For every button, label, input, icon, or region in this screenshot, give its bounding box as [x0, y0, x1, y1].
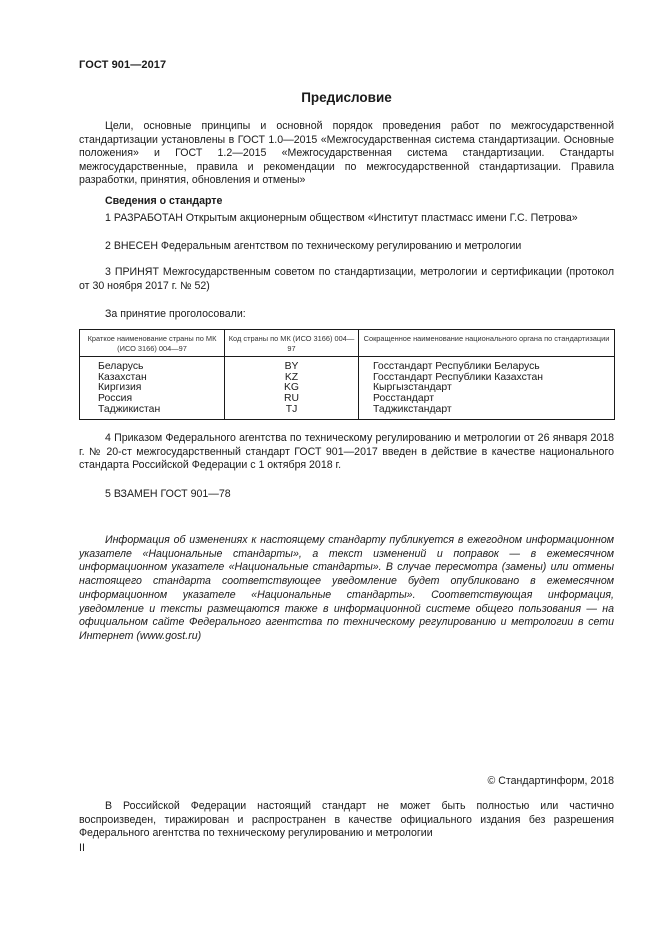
page-number: II [79, 842, 85, 854]
item-replaces: 5 ВЗАМЕН ГОСТ 901—78 [105, 488, 231, 500]
table-row [80, 357, 615, 373]
country-code: RU [225, 394, 359, 405]
country-name: Беларусь [80, 357, 225, 373]
standards-body: Таджикстандарт [359, 405, 615, 420]
column-header-body: Сокращенное наименование национального органа по стандартизации [359, 330, 615, 357]
page-title: Предисловие [301, 90, 392, 105]
country-code: TJ [225, 405, 359, 420]
item-order: 4 Приказом Федерального агентства по техническому регулированию и метрологии от 26 января 2018 г. № 20-ст межгосударственный стандарт ГОСТ 901—2017 введен в действие в качестве национального стандарта Российской Федерации с 1 октября 2018 г. [79, 432, 614, 472]
column-header-country: Краткое наименование страны по МК (ИСО 3166) 004—97 [80, 330, 225, 357]
intro-paragraph: Цели, основные принципы и основной порядок проведения работ по межгосударственной стандартизации установлены в ГОСТ 1.0—2015 «Межгосударственная система стандартизации. Основные положения» и ГОСТ 1.2—2015 «Межгосударственная система стандартизации. Стандарты межгосударственные, правила и рекомендации по межгосударственной стандартизации. Правила разработки, принятия, обновления и отмены» [79, 120, 614, 187]
country-name: Таджикистан [80, 405, 225, 420]
standards-body: Росстандарт [359, 394, 615, 405]
item-submitted: 2 ВНЕСЕН Федеральным агентством по техническому регулированию и метрологии [105, 240, 522, 252]
table-row [80, 394, 615, 405]
country-code: KZ [225, 373, 359, 384]
item-developed: 1 РАЗРАБОТАН Открытым акционерным обществом «Институт пластмасс имени Г.С. Петрова» [105, 212, 578, 224]
voting-countries-table [79, 329, 615, 420]
section-subheading: Сведения о стандарте [105, 195, 223, 207]
table-row [80, 405, 615, 420]
standard-code-header: ГОСТ 901—2017 [79, 59, 167, 71]
table-header-row [80, 330, 615, 357]
standards-body: Госстандарт Республики Беларусь [359, 357, 615, 373]
reproduction-rights: В Российской Федерации настоящий стандарт не может быть полностью или частично воспроизведен, тиражирован и распространен в качестве официального издания без разрешения Федерального агентства по техническому регулированию и метрологии [79, 800, 614, 840]
column-header-code: Код страны по МК (ИСО 3166) 004—97 [225, 330, 359, 357]
changes-notice: Информация об изменениях к настоящему стандарту публикуется в ежегодном информационном указателе «Национальные стандарты», а текст изменений и поправок — в ежемесячном информационном указателе «Национальные стандарты». В случае пересмотра (замены) или отмены настоящего стандарта соответствующее уведомление будет опубликовано в ежемесячном информационном указателе «Национальные стандарты». Соответствующая информация, уведомление и тексты размещаются также в информационной системе общего пользования — на официальном сайте Федерального агентства по техническому регулированию и метрологии в сети Интернет (www.gost.ru) [79, 534, 614, 642]
copyright-line: © Стандартинформ, 2018 [487, 775, 614, 787]
country-code: KG [225, 383, 359, 394]
voted-label: За принятие проголосовали: [105, 308, 246, 320]
country-name: Россия [80, 394, 225, 405]
table-row [80, 383, 615, 394]
standards-body: Госстандарт Республики Казахстан [359, 373, 615, 384]
country-name: Киргизия [80, 383, 225, 394]
table-row [80, 373, 615, 384]
country-name: Казахстан [80, 373, 225, 384]
item-adopted: 3 ПРИНЯТ Межгосударственным советом по стандартизации, метрологии и сертификации (протокол от 30 ноября 2017 г. № 52) [79, 266, 614, 292]
country-code: BY [225, 357, 359, 373]
standards-body: Кыргызстандарт [359, 383, 615, 394]
